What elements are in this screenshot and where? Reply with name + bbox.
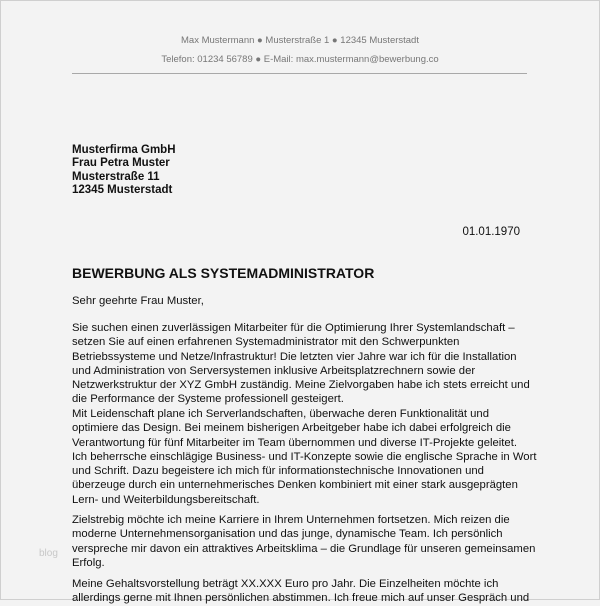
text-line: setzen Sie auf einen erfahrenen Systemadministrator mit den Schwerpunkten: [72, 336, 460, 349]
text-line: Meine Gehaltsvorstellung beträgt XX.XXX Euro pro Jahr. Die Einzelheiten möchte ich: [72, 578, 499, 590]
paragraph-4: [72, 577, 529, 606]
sender-name-address: Max Mustermann ● Musterstraße 1 ● 12345 Musterstadt: [181, 35, 419, 46]
text-line: optimiere das Design. Bei meinem bisherigen Arbeitgeber habe ich dabei erfolgreich die: [72, 422, 511, 435]
text-line: Verantwortung für fünf Mitarbeiter im Team übernommen und diverse IT-Projekte geleitet.: [72, 436, 517, 449]
text-line: Ich beherrsche einschlägige Business- und IT-Konzepte sowie die englische Sprache in Wort: [72, 450, 537, 463]
paragraph-3: [72, 513, 535, 570]
text-line: Lern- und Weiterbildungsbereitschaft.: [72, 493, 260, 506]
paragraph-1: [72, 321, 530, 407]
text-line: Erfolg.: [72, 556, 105, 569]
text-line: allerdings gerne mit Ihnen persönlichen abstimmen. Ich freue mich auf unser Gespräch und: [72, 592, 530, 605]
paragraph-2: [72, 407, 536, 507]
header-divider: [72, 73, 527, 74]
text-line: Mit Leidenschaft plane ich Serverlandschaften, überwache deren Funktionalität und: [72, 408, 489, 420]
letter-subject: BEWERBUNG ALS SYSTEMADMINISTRATOR: [72, 265, 375, 281]
text-line: moderne Unternehmensorganisation und das junge, dynamische Team. Ich persönlich: [72, 528, 503, 541]
text-line: Netzwerkstruktur der XYZ GmbH zuständig. Meine Zielvorgaben habe ich stets erreicht und: [72, 379, 530, 392]
text-line: überzeuge durch ein unternehmerisches Denken kombiniert mit einer stark ausgeprägten: [72, 479, 518, 492]
text-line: und Schrift. Dazu begeistere ich mich für informationstechnische Innovationen und: [72, 465, 484, 478]
recipient-company: Musterfirma GmbH: [72, 144, 176, 156]
text-line: verspreche mir davon ein attraktives Arbeitsklima – die Grundlage für unseren gemeinsamen: [72, 542, 536, 555]
text-line: Sie suchen einen zuverlässigen Mitarbeiter für die Optimierung Ihrer Systemlandschaft –: [72, 322, 515, 334]
text-line: Betriebssysteme und Netze/Infrastruktur! Die letzten vier Jahre war ich für die Installation: [72, 350, 517, 363]
salutation: Sehr geehrte Frau Muster,: [72, 295, 204, 307]
watermark: blog: [39, 548, 58, 559]
text-line: Zielstrebig möchte ich meine Karriere in Ihrem Unternehmen fortsetzen. Mich reizen die: [72, 514, 510, 526]
text-line: und Administration von Serversystemen inklusive Arbeitsplatzrechnern sowie der: [72, 364, 476, 377]
recipient-person: Frau Petra Muster: [72, 157, 170, 170]
recipient-street: Musterstraße 11: [72, 170, 160, 183]
text-line: die Performance der Systeme professionell gesteigert.: [72, 393, 344, 406]
sender-contact: Telefon: 01234 56789 ● E-Mail: max.mustermann@bewerbung.co: [161, 54, 439, 65]
recipient-address: [72, 144, 176, 197]
recipient-city: 12345 Musterstadt: [72, 183, 173, 196]
letter-date: 01.01.1970: [462, 226, 520, 238]
